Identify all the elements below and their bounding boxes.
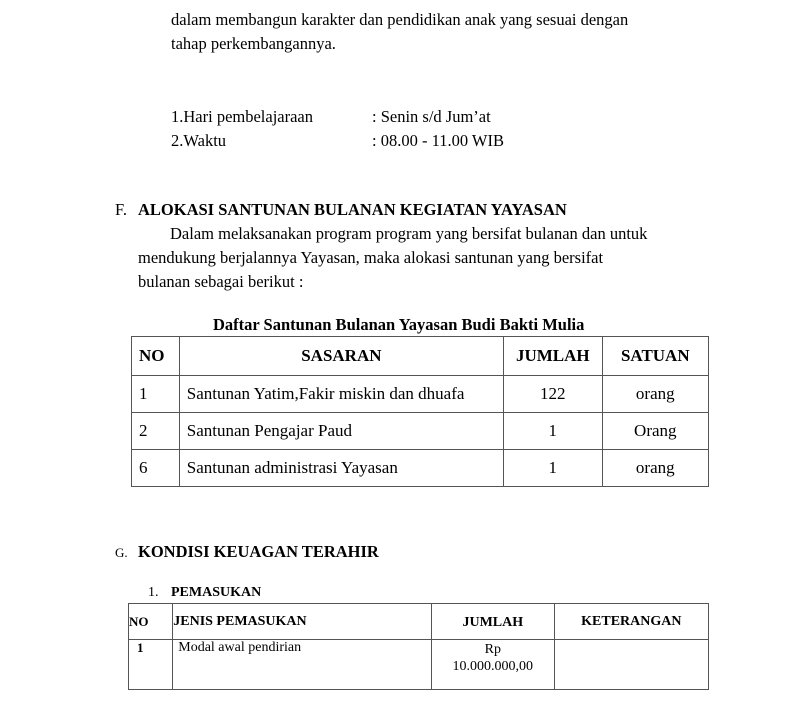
- header-no: NO: [129, 604, 173, 640]
- cell-jumlah: Rp 10.000.000,00: [431, 640, 554, 690]
- cell-sasaran: Santunan Yatim,Fakir miskin dan dhuafa: [179, 376, 503, 413]
- schedule-label-time: 2.Waktu: [171, 131, 227, 150]
- cell-satuan: orang: [602, 376, 708, 413]
- schedule-value-time: : 08.00 - 11.00 WIB: [372, 131, 504, 150]
- cell-jumlah: 122: [503, 376, 602, 413]
- cell-sasaran: Santunan Pengajar Paud: [179, 413, 503, 450]
- header-sasaran: SASARAN: [179, 337, 503, 376]
- intro-line-2: tahap perkembangannya.: [171, 34, 336, 53]
- pemasukan-table: [128, 603, 709, 690]
- table-header-row: [132, 337, 709, 376]
- table-row: [132, 413, 709, 450]
- cell-no: 1: [132, 376, 180, 413]
- subsection-number: 1.: [148, 585, 159, 600]
- subsection-heading: PEMASUKAN: [171, 585, 262, 600]
- intro-line-1: dalam membangun karakter dan pendidikan anak yang sesuai dengan: [171, 10, 629, 29]
- section-f-heading: ALOKASI SANTUNAN BULANAN KEGIATAN YAYASAN: [138, 200, 567, 219]
- table-row: [132, 450, 709, 487]
- cell-jenis: Modal awal pendirian: [173, 640, 432, 690]
- header-no: NO: [132, 337, 180, 376]
- table-row: [129, 640, 709, 690]
- cell-satuan: orang: [602, 450, 708, 487]
- santunan-table: [131, 336, 709, 487]
- section-g-heading: KONDISI KEUAGAN TERAHIR: [138, 542, 379, 561]
- cell-keterangan: [554, 640, 708, 690]
- section-f-letter: F.: [115, 200, 127, 219]
- header-jumlah: JUMLAH: [503, 337, 602, 376]
- cell-no: 1: [129, 640, 173, 690]
- cell-jumlah: 1: [503, 413, 602, 450]
- section-f-para-line-2: mendukung berjalannya Yayasan, maka alokasi santunan yang bersifat: [138, 248, 604, 267]
- header-jumlah: JUMLAH: [431, 604, 554, 640]
- header-jenis-pemasukan: JENIS PEMASUKAN: [173, 604, 432, 640]
- cell-jumlah: 1: [503, 450, 602, 487]
- cell-satuan: Orang: [602, 413, 708, 450]
- header-keterangan: KETERANGAN: [554, 604, 708, 640]
- header-satuan: SATUAN: [602, 337, 708, 376]
- schedule-label-day: 1.Hari pembelajaraan: [171, 107, 314, 126]
- cell-sasaran: Santunan administrasi Yayasan: [179, 450, 503, 487]
- section-f-para-line-1: Dalam melaksanakan program program yang bersifat bulanan dan untuk: [170, 224, 648, 243]
- cell-no: 6: [132, 450, 180, 487]
- cell-no: 2: [132, 413, 180, 450]
- table-header-row: [129, 604, 709, 640]
- table-row: [132, 376, 709, 413]
- section-g-letter: G.: [115, 545, 128, 560]
- table1-caption: Daftar Santunan Bulanan Yayasan Budi Bakti Mulia: [213, 315, 585, 334]
- section-f-para-line-3: bulanan sebagai berikut :: [138, 272, 304, 291]
- schedule-value-day: : Senin s/d Jum’at: [372, 107, 491, 126]
